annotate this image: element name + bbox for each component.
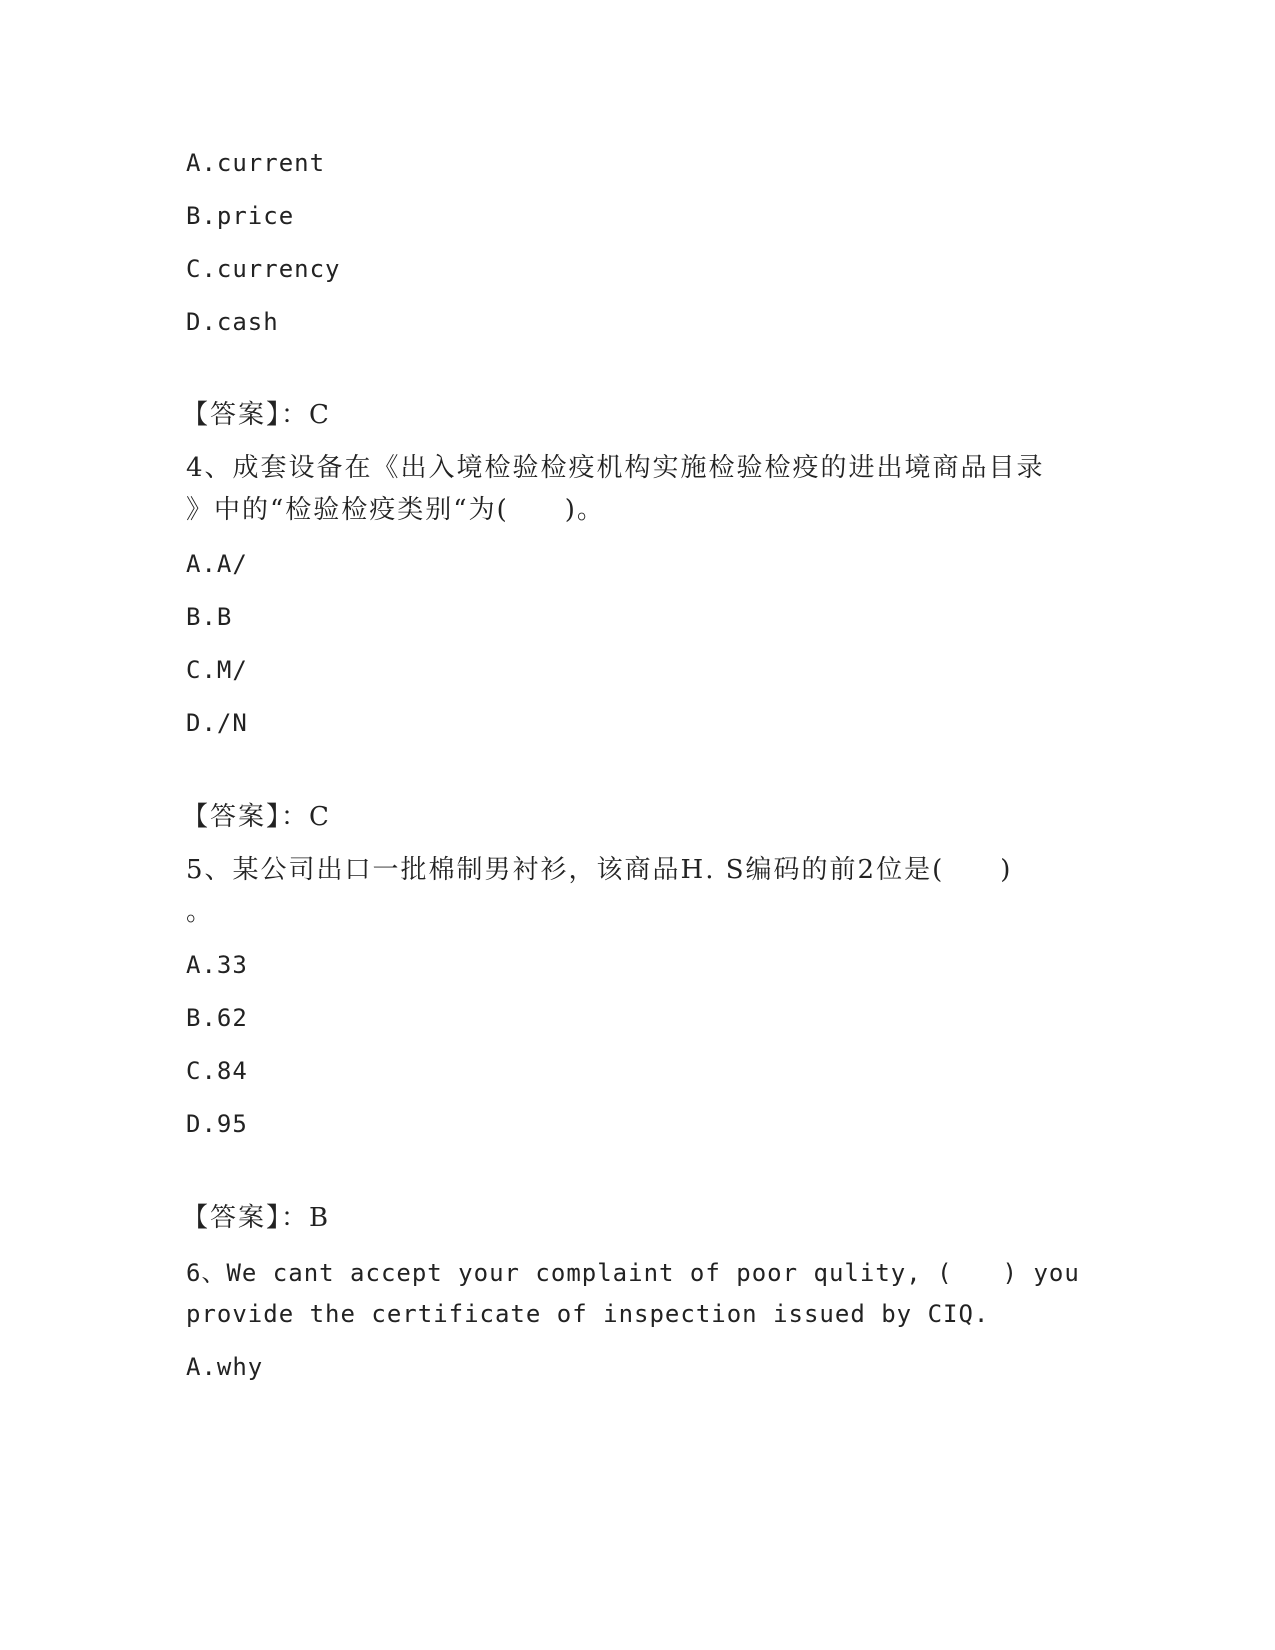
q4-option-a: A.A/ [186, 550, 248, 578]
q3-answer: 【答案】：C [182, 400, 331, 430]
q3-option-a: A.current [186, 149, 326, 177]
q5-option-a: A.33 [186, 951, 248, 979]
q3-option-c: C.currency [186, 255, 341, 283]
q5-answer: 【答案】：B [182, 1203, 331, 1233]
q5-option-c: C.84 [186, 1057, 248, 1085]
q6-question-line2: provide the certificate of inspection issued by CIQ. [186, 1300, 990, 1328]
q6-question-line1: 6、We cant accept your complaint of poor qulity, ( ) you [186, 1259, 1080, 1287]
q5-question-line2: 。 [186, 897, 215, 927]
q5-option-d: D.95 [186, 1110, 248, 1138]
q4-option-c: C.M/ [186, 656, 248, 684]
q5-option-b: B.62 [186, 1004, 248, 1032]
q4-question-line1: 4、成套设备在《出入境检验检疫机构实施检验检疫的进出境商品目录 [186, 453, 1045, 483]
q6-option-a: A.why [186, 1353, 264, 1381]
q3-option-d: D.cash [186, 308, 279, 336]
q5-question-line1: 5、某公司出口一批棉制男衬衫，该商品H. S编码的前2位是( ) [186, 855, 1013, 885]
q4-option-b: B.B [186, 603, 233, 631]
q3-option-b: B.price [186, 202, 295, 230]
q4-option-d: D./N [186, 709, 248, 737]
q4-answer: 【答案】：C [182, 802, 331, 832]
q4-question-line2: 》中的“检验检疫类别“为( )。 [186, 495, 605, 525]
